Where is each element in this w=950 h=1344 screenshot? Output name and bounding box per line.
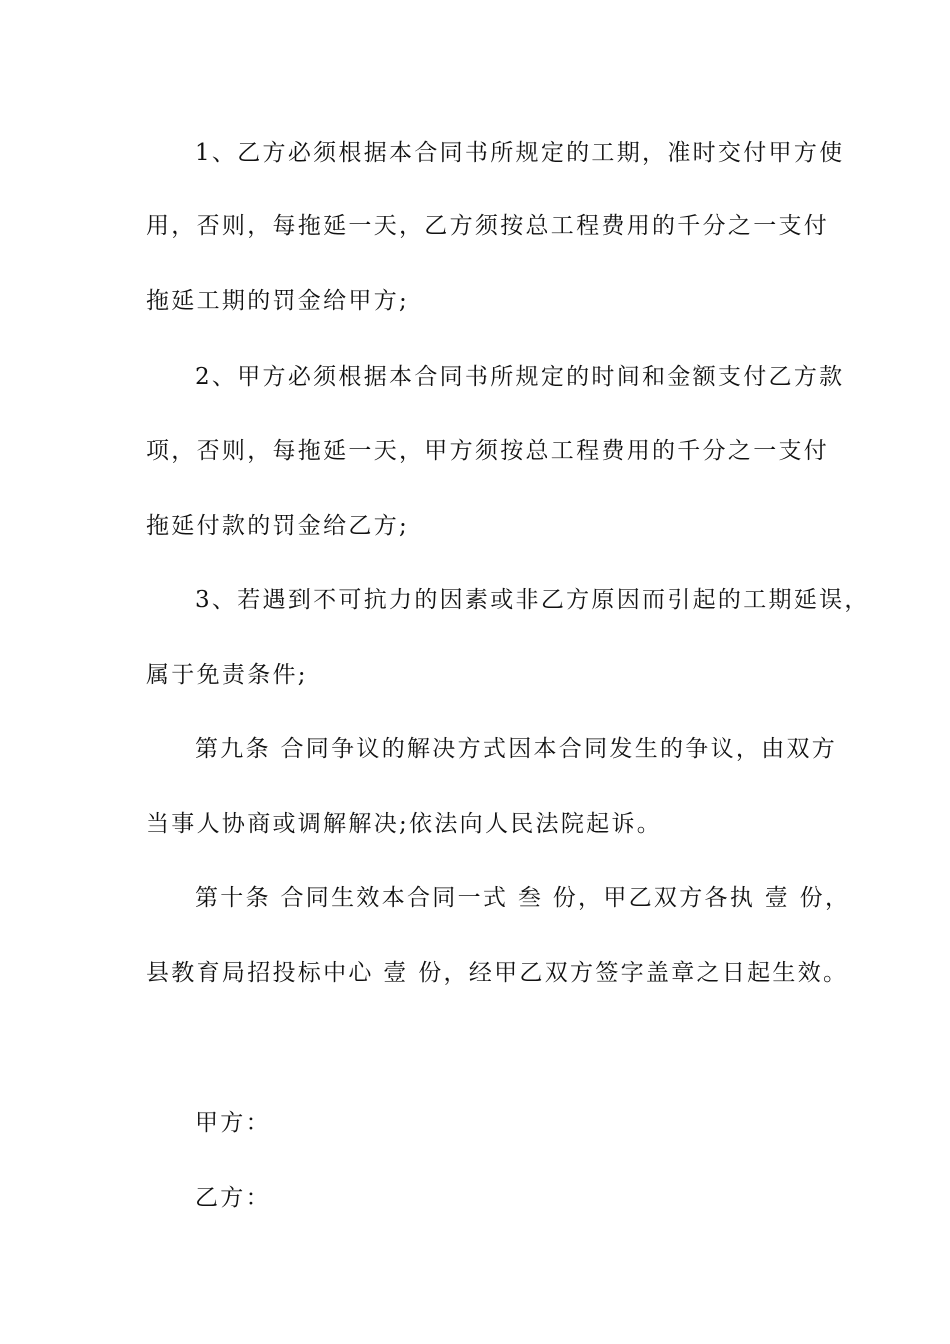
- party-a-signature-label: 甲方：: [195, 1110, 271, 1136]
- clause-3-line-2: 属于免责条件;: [146, 662, 308, 688]
- clause-1-line-1: 1、乙方必须根据本合同书所规定的工期，准时交付甲方使: [195, 140, 845, 166]
- clause-2-line-2: 项，否则，每拖延一天，甲方须按总工程费用的千分之一支付: [146, 438, 830, 464]
- party-b-signature-label: 乙方：: [195, 1185, 271, 1211]
- article-9-line-1: 第九条 合同争议的解决方式因本合同发生的争议，由双方: [195, 736, 838, 762]
- clause-2-line-1: 2、甲方必须根据本合同书所规定的时间和金额支付乙方款: [195, 364, 845, 390]
- clause-3-line-1: 3、若遇到不可抗力的因素或非乙方原因而引起的工期延误，: [195, 587, 870, 613]
- clause-1-line-3: 拖延工期的罚金给甲方;: [146, 288, 410, 314]
- clause-1-line-2: 用，否则，每拖延一天，乙方须按总工程费用的千分之一支付: [146, 213, 830, 239]
- article-10-line-2: 县教育局招投标中心 壹 份，经甲乙双方签字盖章之日起生效。: [146, 960, 849, 986]
- article-10-line-1: 第十条 合同生效本合同一式 叁 份，甲乙双方各执 壹 份，: [195, 885, 851, 911]
- article-9-line-2: 当事人协商或调解解决;依法向人民法院起诉。: [146, 811, 663, 837]
- clause-2-line-3: 拖延付款的罚金给乙方;: [146, 513, 410, 539]
